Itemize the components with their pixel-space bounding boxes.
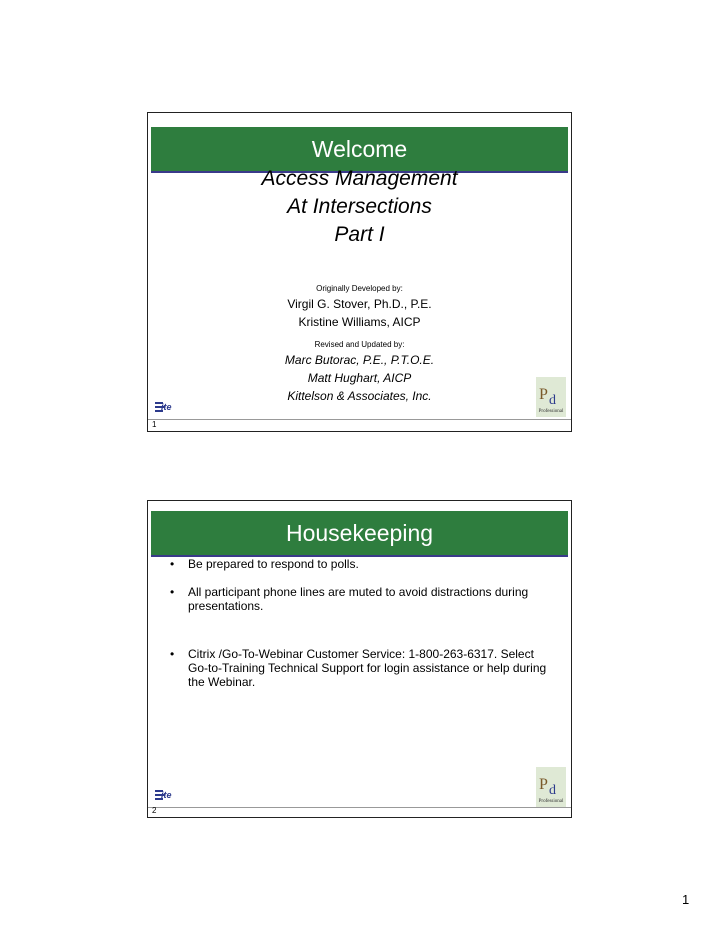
slide-subtitle bbox=[148, 165, 571, 249]
pd-logo-icon bbox=[536, 767, 566, 807]
slide-title: Welcome bbox=[311, 136, 408, 162]
svg-text:ite: ite bbox=[161, 790, 172, 800]
slide-2 bbox=[147, 500, 572, 818]
footer-rule bbox=[148, 807, 571, 808]
page-number: 1 bbox=[682, 892, 690, 907]
svg-text:d: d bbox=[549, 393, 556, 408]
svg-text:P: P bbox=[539, 386, 548, 403]
bullet-item: • Citrix /Go-To-Webinar Customer Service: 1-800-263-6317. Select Go-to-Training Technical Support for login assistance or help during the Webinar. bbox=[170, 647, 551, 689]
slide-number: 1 bbox=[152, 420, 157, 429]
author-name: Virgil G. Stover, Ph.D., P.E. bbox=[287, 297, 432, 311]
svg-text:P: P bbox=[539, 776, 548, 793]
ite-logo-icon bbox=[155, 787, 179, 801]
svg-text:ite: ite bbox=[161, 402, 172, 412]
slide-number: 2 bbox=[152, 806, 157, 815]
slide-title: Housekeeping bbox=[285, 520, 434, 546]
svg-text:Professional: Professional bbox=[538, 799, 564, 804]
revised-credits bbox=[148, 339, 571, 405]
bullet-item: • Be prepared to respond to polls. bbox=[170, 557, 551, 571]
ite-logo-icon bbox=[155, 399, 179, 413]
bullet-list bbox=[170, 557, 551, 689]
slide-title-bar bbox=[151, 511, 568, 557]
svg-text:d: d bbox=[549, 783, 556, 798]
svg-text:Professional: Professional bbox=[538, 409, 564, 414]
original-credits bbox=[148, 283, 571, 331]
bullet-item: • All participant phone lines are muted to avoid distractions during presentations. bbox=[170, 585, 551, 613]
author-name: Matt Hughart, AICP bbox=[307, 371, 412, 385]
subtitle-line: Part I bbox=[334, 223, 385, 246]
author-name: Kristine Williams, AICP bbox=[298, 315, 421, 329]
footer-rule bbox=[148, 419, 571, 420]
pd-logo-icon bbox=[536, 377, 566, 417]
subtitle-line: At Intersections bbox=[287, 195, 432, 218]
revised-label: Revised and Updated by: bbox=[314, 340, 405, 349]
originally-label: Originally Developed by: bbox=[316, 284, 403, 293]
author-name: Marc Butorac, P.E., P.T.O.E. bbox=[284, 353, 435, 367]
subtitle-line: Access Management bbox=[261, 167, 458, 190]
slide-1 bbox=[147, 112, 572, 432]
author-name: Kittelson & Associates, Inc. bbox=[287, 389, 432, 403]
